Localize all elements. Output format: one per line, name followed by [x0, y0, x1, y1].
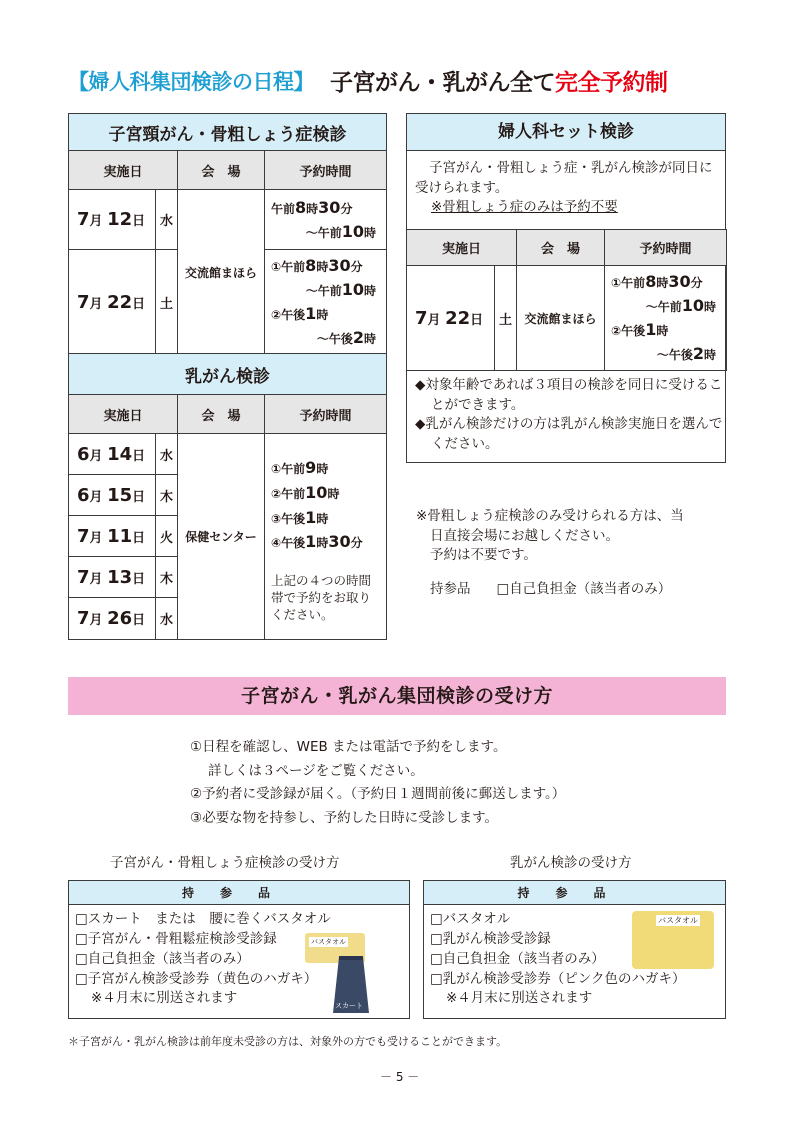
time-cell: 午前8時30分 〜午前10時	[265, 190, 387, 250]
breast-howto-title: 乳がん検診の受け方	[510, 855, 632, 871]
steps-list	[190, 736, 565, 831]
towel-label: バスタオル	[658, 916, 698, 925]
items-list	[424, 905, 725, 1014]
col-venue: 会 場	[517, 230, 605, 266]
list-item: □乳がん検診受診録	[430, 930, 551, 947]
weekday-cell: 土	[156, 250, 178, 355]
date-cell: 7月 12日	[69, 190, 156, 250]
set-schedule-table	[406, 229, 727, 371]
breast-items-box	[423, 880, 726, 1019]
notice-line-1: ※骨粗しょう症検診のみ受けられる方は、当	[416, 508, 684, 524]
items-header: 持参品	[424, 881, 725, 905]
weekday-cell: 水	[156, 434, 178, 475]
weekday-cell: 木	[156, 557, 178, 598]
col-time: 予約時間	[265, 395, 387, 434]
set-exam-notes	[415, 376, 725, 454]
set-exam-description	[407, 151, 725, 218]
venue-cell: 交流館まほら	[517, 266, 605, 371]
breast-table-title: 乳がん検診	[69, 354, 387, 395]
venue-cell: 交流館まほら	[178, 190, 265, 355]
list-item: □スカート または 腰に巻くバスタオル	[75, 911, 331, 927]
weekday-cell: 水	[156, 598, 178, 640]
list-item: □バスタオル	[430, 911, 511, 927]
set-exam-title: 婦人科セット検診	[407, 114, 725, 151]
weekday-cell: 土	[495, 266, 517, 371]
time-cell: ①午前9時 ②午前10時 ③午後1時 ④午後1時30分 上記の４つの時間帯で予約をお取りください。	[265, 434, 387, 640]
date-cell: 6月 14日	[69, 434, 156, 475]
col-time: 予約時間	[605, 230, 727, 266]
bring-item: □自己負担金（該当者のみ）	[496, 580, 672, 597]
time-cell: ①午前8時30分 〜午前10時 ②午後1時 〜午後2時	[265, 250, 387, 355]
col-venue: 会 場	[178, 395, 265, 434]
time-note: 上記の４つの時間帯で予約をお取りください。	[271, 573, 372, 622]
list-item: □子宮がん検診受診券（黄色のハガキ）	[75, 970, 318, 987]
venue-cell: 保健センター	[178, 434, 265, 640]
date-cell: 7月 22日	[69, 250, 156, 355]
list-item: □子宮がん・骨粗鬆症検診受診録	[75, 930, 277, 947]
notice-bring	[416, 580, 684, 600]
date-cell: 7月 26日	[69, 598, 156, 640]
weekday-cell: 水	[156, 190, 178, 250]
col-venue: 会 場	[178, 151, 265, 190]
notice-line-3: 予約は不要です。	[430, 547, 537, 564]
set-note-2: ◆乳がん検診だけの方は乳がん検診実施日を選んでください。	[415, 416, 723, 452]
skirt-label: スカート	[335, 1002, 363, 1010]
reservation-heading-text: 子宮がん・乳がん全て	[330, 70, 555, 96]
schedule-heading: 【婦人科集団検診の日程】	[68, 70, 314, 94]
step-1: ①日程を確認し、WEB または電話で予約をします。	[190, 739, 507, 755]
how-to-section-title: 子宮がん・乳がん集団検診の受け方	[68, 677, 726, 715]
date-cell: 6月 15日	[69, 475, 156, 516]
full-reservation-text: 完全予約制	[555, 70, 668, 96]
weekday-cell: 火	[156, 516, 178, 557]
set-desc-text: 子宮がん・骨粗しょう症・乳がん検診が同日に受けられます。	[415, 160, 713, 196]
footnote: ＊子宮がん・乳がん検診は前年度未受診の方は、対象外の方でも受けることができます。	[68, 1035, 508, 1048]
col-time: 予約時間	[265, 151, 387, 190]
list-item: □乳がん検診受診券（ピンク色のハガキ）	[430, 970, 686, 987]
cervical-items-box	[68, 880, 410, 1019]
breast-schedule-table	[68, 353, 387, 640]
cervical-table-title: 子宮頸がん・骨粗しょう症検診	[69, 114, 387, 151]
cervical-schedule-table	[68, 113, 387, 355]
bring-label: 持参品	[430, 580, 471, 597]
date-cell: 7月 11日	[69, 516, 156, 557]
list-note: ※４月末に別送されます	[91, 990, 238, 1007]
col-date: 実施日	[69, 395, 178, 434]
set-desc-note: ※骨粗しょう症のみは予約不要	[431, 199, 618, 216]
time-cell: ①午前8時30分 〜午前10時 ②午後1時 〜午後2時	[605, 266, 727, 371]
set-note-1: ◆対象年齢であれば３項目の検診を同日に受けることができます。	[415, 377, 723, 413]
step-3: ③必要な物を持参し、予約した日時に受診します。	[190, 809, 499, 826]
list-item: □自己負担金（該当者のみ）	[430, 950, 605, 967]
items-header: 持参品	[69, 881, 409, 905]
list-note: ※４月末に別送されます	[446, 990, 593, 1007]
date-cell: 7月 13日	[69, 557, 156, 598]
osteoporosis-notice	[416, 507, 684, 599]
page-number: － 5 －	[380, 1070, 420, 1084]
list-item: □自己負担金（該当者のみ）	[75, 950, 250, 967]
towel-label: バスタオル	[311, 938, 346, 946]
notice-line-2: 日直接会場にお越しください。	[430, 527, 619, 544]
date-cell: 7月 22日	[407, 266, 495, 371]
weekday-cell: 木	[156, 475, 178, 516]
set-exam-box	[406, 113, 726, 463]
items-list	[69, 905, 409, 1014]
reservation-heading	[330, 64, 668, 97]
step-1-detail: 詳しくは３ページをご覧ください。	[208, 762, 424, 779]
step-2: ②予約者に受診録が届く。（予約日１週間前後に郵送します。）	[190, 786, 566, 803]
col-date: 実施日	[69, 151, 178, 190]
col-date: 実施日	[407, 230, 517, 266]
cervical-howto-title: 子宮がん・骨粗しょう症検診の受け方	[110, 855, 340, 871]
